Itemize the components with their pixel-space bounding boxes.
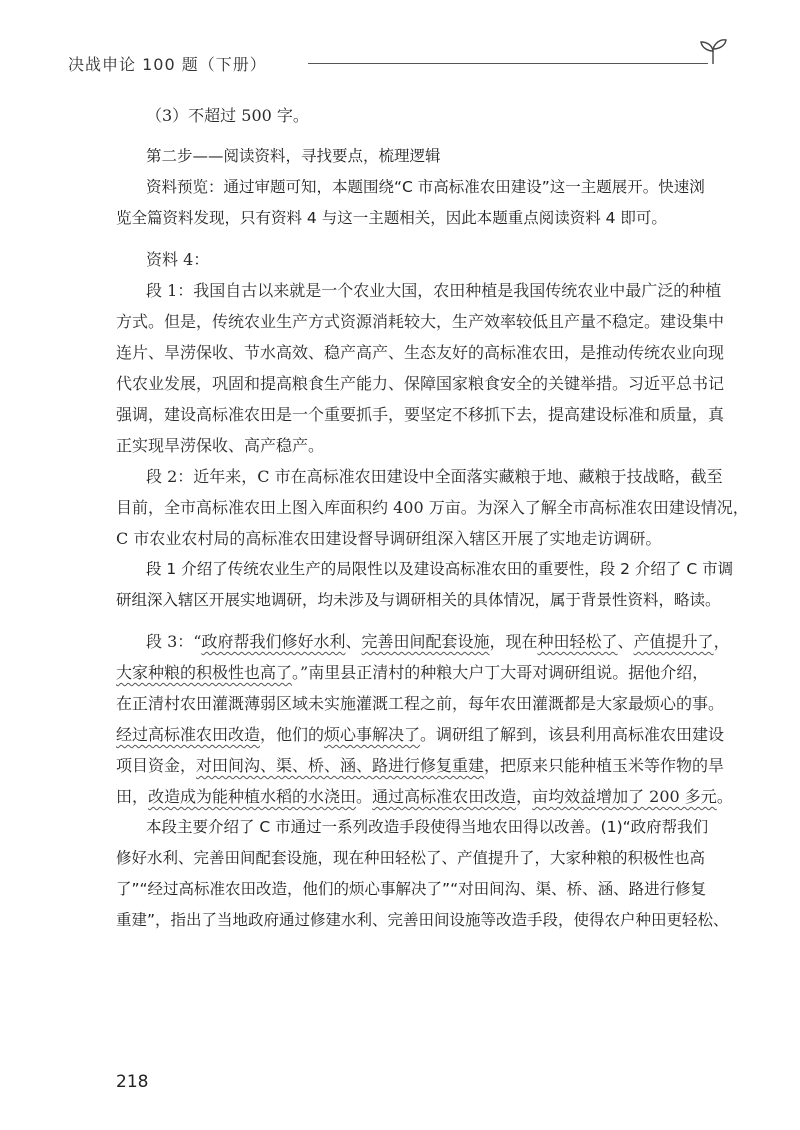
para3-line-6: 田，改造成为能种植水稻的水浇田。通过高标准农田改造，亩均效益增加了 200 多元。 bbox=[116, 787, 733, 806]
para3-line-4: 经过高标准农田改造，他们的烦心事解决了。调研组了解到，该县利用高标准农田建设 bbox=[116, 725, 725, 744]
para1-line-5: 强调，建设高标准农田是一个重要抓手，要坚定不移抓下去，提高建设标准和质量，真 bbox=[116, 405, 725, 424]
wavy-underline: 产值提升了 bbox=[633, 632, 714, 651]
sprout-icon bbox=[696, 34, 730, 68]
wavy-underline: 经过高标准农田改造 bbox=[116, 725, 261, 744]
para3-line-1: 段 3：“政府帮我们修好水利、完善田间配套设施，现在种田轻松了、产值提升了， bbox=[146, 632, 730, 651]
analysis2-line-2: 修好水利、完善田间配套设施，现在种田轻松了、产值提升了，大家种粮的积极性也高 bbox=[116, 849, 706, 867]
analysis1-line-2: 研组深入辖区开展实地调研，均未涉及与调研相关的具体情况，属于背景性资料，略读。 bbox=[116, 591, 721, 609]
running-header bbox=[68, 34, 728, 74]
para3-line-5: 项目资金，对田间沟、渠、桥、涵、路进行修复重建，把原来只能种植玉米等作物的旱 bbox=[116, 756, 725, 775]
wavy-underline: 大家种粮的积极性也高了 bbox=[116, 663, 293, 682]
requirement-line: （3）不超过 500 字。 bbox=[146, 106, 309, 125]
para3-line-3: 在正清村农田灌溉薄弱区域未实施灌溉工程之前，每年农田灌溉都是大家最烦心的事。 bbox=[116, 694, 725, 713]
wavy-underline: 完善田间配套设施 bbox=[361, 632, 490, 651]
wavy-underline: 通过高标准农田改造 bbox=[372, 787, 517, 806]
page-body bbox=[116, 100, 749, 936]
para3-line-2: 大家种粮的积极性也高了。”南里县正清村的种粮大户丁大哥对调研组说。据他介绍， bbox=[116, 663, 709, 682]
preview-line-1: 资料预览：通过审题可知，本题围绕“C 市高标准农田建设”这一主题展开。快速浏 bbox=[146, 178, 705, 196]
header-rule bbox=[308, 63, 708, 64]
analysis2-line-4: 重建”，指出了当地政府通过修建水利、完善田间设施等改造手段，使得农户种田更轻松、 bbox=[116, 911, 729, 929]
material-label: 资料 4： bbox=[146, 250, 210, 269]
para1-line-2: 方式。但是，传统农业生产方式资源消耗较大，生产效率较低且产量不稳定。建设集中 bbox=[116, 312, 725, 331]
para2-line-1: 段 2：近年来，C 市在高标准农田建设中全面落实藏粮于地、藏粮于技战略，截至 bbox=[146, 467, 723, 486]
analysis2-line-1: 本段主要介绍了 C 市通过一系列改造手段使得当地农田得以改善。(1)“政府帮我们 bbox=[146, 818, 709, 836]
preview-line-2: 览全篇资料发现，只有资料 4 与这一主题相关，因此本题重点阅读资料 4 即可。 bbox=[116, 209, 667, 227]
para1-line-3: 连片、旱涝保收、节水高效、稳产高产、生态友好的高标准农田，是推动传统农业向现 bbox=[116, 343, 725, 362]
para2-line-3: C 市农业农村局的高标准农田建设督导调研组深入辖区开展了实地走访调研。 bbox=[116, 529, 662, 548]
analysis2-line-3: 了”“经过高标准农田改造，他们的烦心事解决了”“对田间沟、渠、桥、涵、路进行修复 bbox=[116, 880, 707, 898]
wavy-underline: 政府帮我们修好水利 bbox=[201, 632, 346, 651]
wavy-underline: 对田间沟、渠、桥、涵、路进行修复重建 bbox=[196, 756, 485, 775]
book-title: 决战申论 100 题（下册） bbox=[68, 55, 267, 74]
wavy-underline: 亩均效益增加了 200 多元 bbox=[532, 787, 717, 806]
para1-line-4: 代农业发展，巩固和提高粮食生产能力、保障国家粮食安全的关键举措。习近平总书记 bbox=[116, 374, 725, 393]
wavy-underline: 烦心事解决了 bbox=[324, 725, 421, 744]
para1-line-6: 正实现旱涝保收、高产稳产。 bbox=[116, 436, 325, 455]
analysis1-line-1: 段 1 介绍了传统农业生产的局限性以及建设高标准农田的重要性，段 2 介绍了 C 市调 bbox=[146, 560, 734, 578]
para2-line-2: 目前，全市高标准农田上图入库面积约 400 万亩。为深入了解全市高标准农田建设情况， bbox=[116, 498, 749, 517]
wavy-underline: 种田轻松了 bbox=[537, 632, 618, 651]
wavy-underline: 改造成为能种植水稻的水浇田 bbox=[148, 787, 357, 806]
page-number: 218 bbox=[116, 1072, 149, 1092]
step-heading: 第二步——阅读资料，寻找要点，梳理逻辑 bbox=[146, 147, 441, 165]
para1-line-1: 段 1：我国自古以来就是一个农业大国，农田种植是我国传统农业中最广泛的种植 bbox=[146, 281, 722, 300]
